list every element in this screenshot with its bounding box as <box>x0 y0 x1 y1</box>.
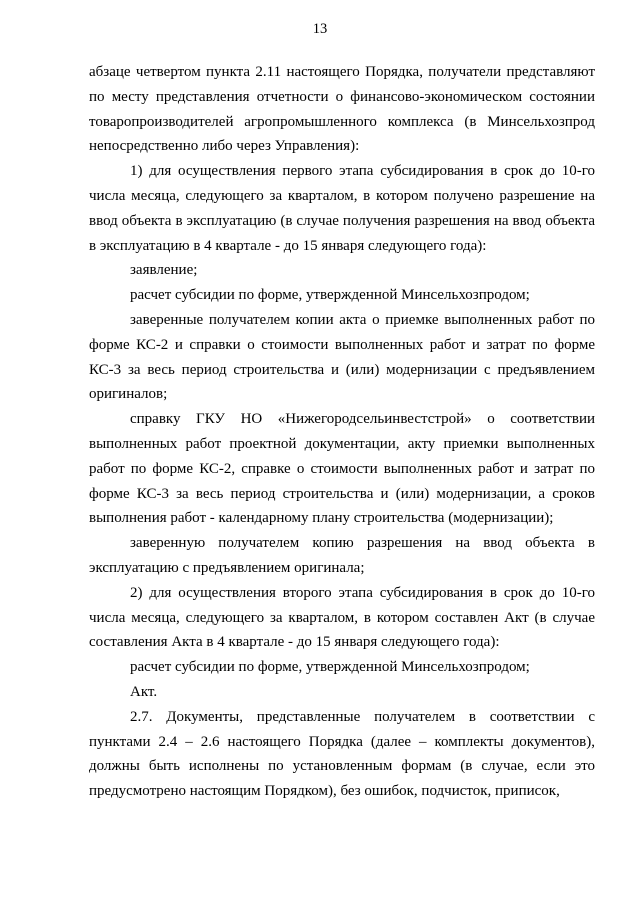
list-item-gku-certificate: справку ГКУ НО «Нижегородсельинвестстрой» о соответствии выполненных работ проектной документации, акту приемки выполненных работ по форме КС-2, справке о стоимости выполненных работ и затрат по форме КС-3 за весь период строительства и (или) модернизации, а сроков выполнения работ - календарному плану строительства (модернизации); <box>89 411 595 527</box>
list-item-ks2-ks3-copies: заверенные получателем копии акта о приемке выполненных работ по форме КС-2 и справки о стоимости выполненных работ и затрат по форме КС-3 за весь период строительства и (или) модернизации с предъявлением оригиналов; <box>89 311 595 403</box>
list-item-subsidy-calculation-second: расчет субсидии по форме, утвержденной Минсельхозпродом; <box>130 659 530 676</box>
document-body <box>89 60 595 804</box>
paragraph-first-stage: 1) для осуществления первого этапа субсидирования в срок до 10-го числа месяца, следующего за кварталом, в котором получено разрешение на ввод объекта в эксплуатацию (в случае получения разрешения на ввод объекта в эксплуатацию в 4 квартале - до 15 января следующего года): <box>89 163 595 254</box>
paragraph-section-2-7: 2.7. Документы, представленные получателем в соответствии с пунктами 2.4 – 2.6 настоящего Порядка (далее – комплекты документов), должны быть исполнены по установленным формам (в случае, если это предусмотрено настоящим Порядком), без ошибок, подчисток, приписок, <box>89 708 595 800</box>
page-number: 13 <box>312 21 328 37</box>
list-item-act: Акт. <box>130 683 158 700</box>
list-item-application: заявление; <box>130 262 198 279</box>
list-item-subsidy-calculation: расчет субсидии по форме, утвержденной Минсельхозпродом; <box>130 287 530 304</box>
paragraph-intro-continuation: абзаце четвертом пункта 2.11 настоящего Порядка, получатели представляют по месту представления отчетности о финансово-экономическом состоянии товаропроизводителей агропромышленного комплекса (в Минсельхозпрод непосредственно либо через Управления): <box>89 64 595 155</box>
paragraph-second-stage: 2) для осуществления второго этапа субсидирования в срок до 10-го числа месяца, следующего за кварталом, в котором составлен Акт (в случае составления Акта в 4 квартале - до 15 января следующего года): <box>89 584 595 651</box>
list-item-permit-copy: заверенную получателем копию разрешения на ввод объекта в эксплуатацию с предъявлением оригинала; <box>89 535 595 576</box>
